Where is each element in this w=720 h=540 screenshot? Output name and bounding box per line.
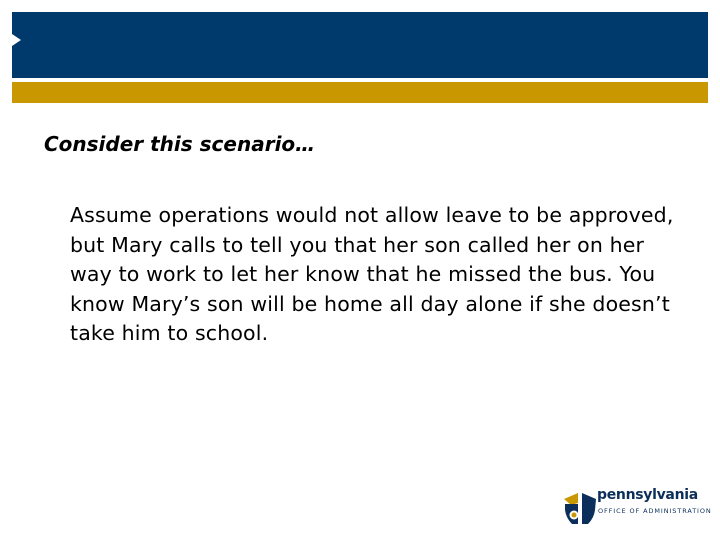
slide-title: Consider this scenario… <box>44 132 316 156</box>
accent-bar <box>12 82 708 103</box>
header-bar <box>12 12 708 78</box>
scenario-text: Assume operations would not allow leave to be approved, but Mary calls to tell you that her son called her on her way to work to let her know that he missed the bus. You know Mary’s son will be home all day alone if she doesn’t take him to school. <box>70 203 674 345</box>
logo-name: pennsylvania <box>597 487 698 503</box>
keystone-icon <box>563 486 597 524</box>
header-arrow-icon <box>12 34 21 46</box>
pennsylvania-logo <box>563 486 713 524</box>
logo-subtitle: OFFICE OF ADMINISTRATION <box>598 507 712 515</box>
